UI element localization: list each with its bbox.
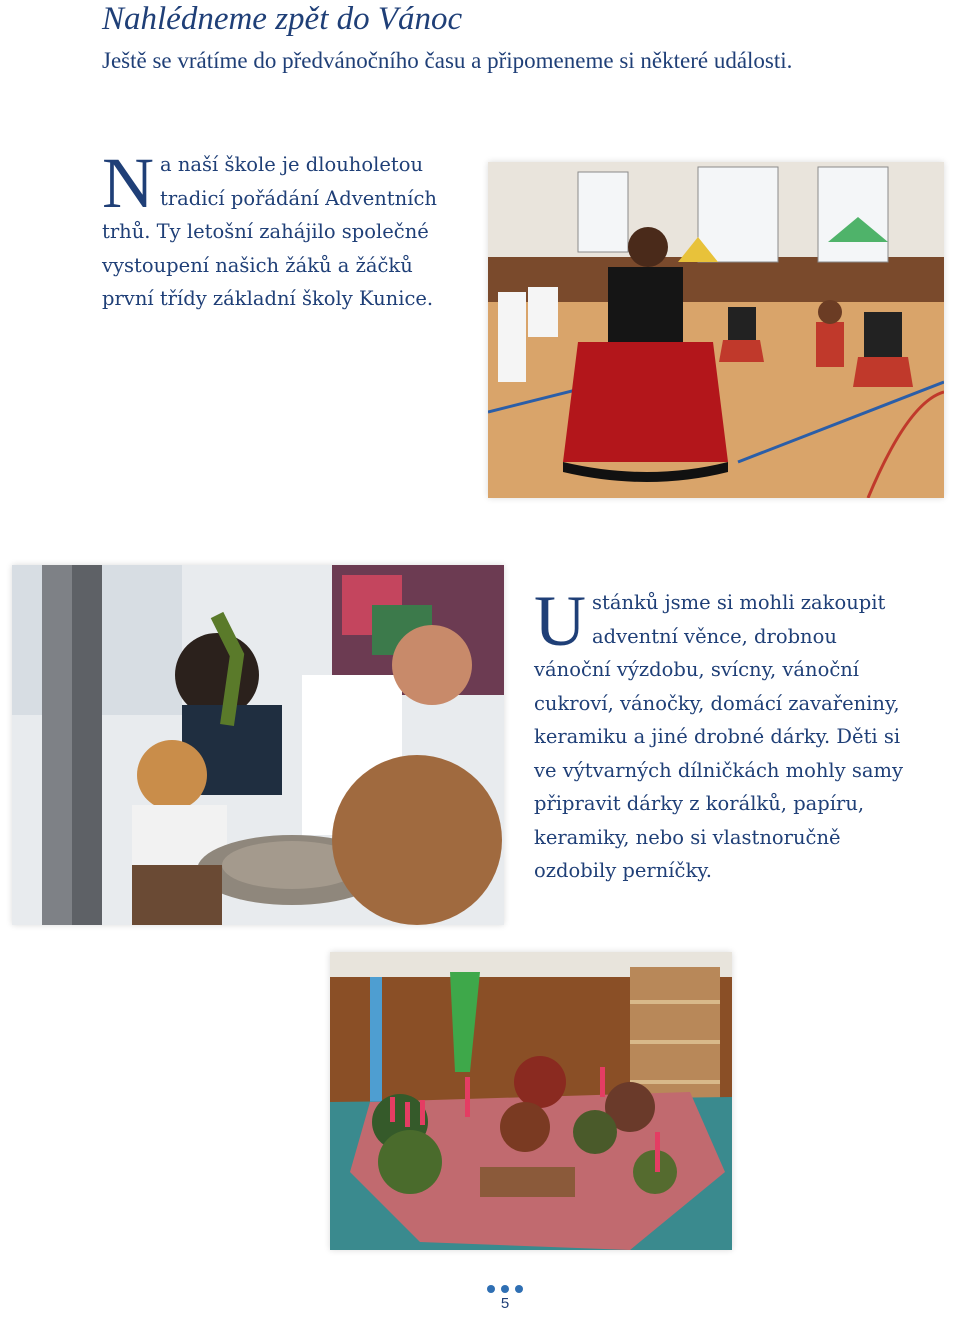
paragraph-market [534,581,906,888]
footer-dot [487,1285,495,1293]
dropcap-n: N [102,143,154,223]
footer-dot [501,1285,509,1293]
photo-pottery-workshop [12,565,504,925]
photo-dance-performance [488,162,944,498]
paragraph-market-text: stánků jsme si mohli zakoupit adventní věnce, drobnou vánoční výzdobu, svícny, vánoční cukroví, vánočky, domácí zavařeniny, keramiku a jiné drobné dárky. Děti si ve výtvarných dílničkách mohly samy připravit dárky z korálků, papíru, keramiky, nebo si vlastnoručně ozdobily perníčky. [534,591,904,882]
article-title: Nahlédneme zpět do Vánoc [102,1,463,37]
dropcap-u: U [534,581,586,661]
page-number: 5 [500,1295,510,1312]
article-subtitle: Ještě se vrátíme do předvánočního času a připomeneme si některé události. [102,48,793,73]
footer-dot [515,1285,523,1293]
footer-dots [470,1285,540,1293]
photo-advent-wreaths [330,952,732,1250]
paragraph-intro [102,143,470,316]
paragraph-intro-text: a naší škole je dlouholetou tradicí pořádání Adventních trhů. Ty letošní zahájilo společné vystoupení našich žáků a žáčků první třídy základní školy Kunice. [102,153,437,310]
page-footer [470,1285,540,1315]
